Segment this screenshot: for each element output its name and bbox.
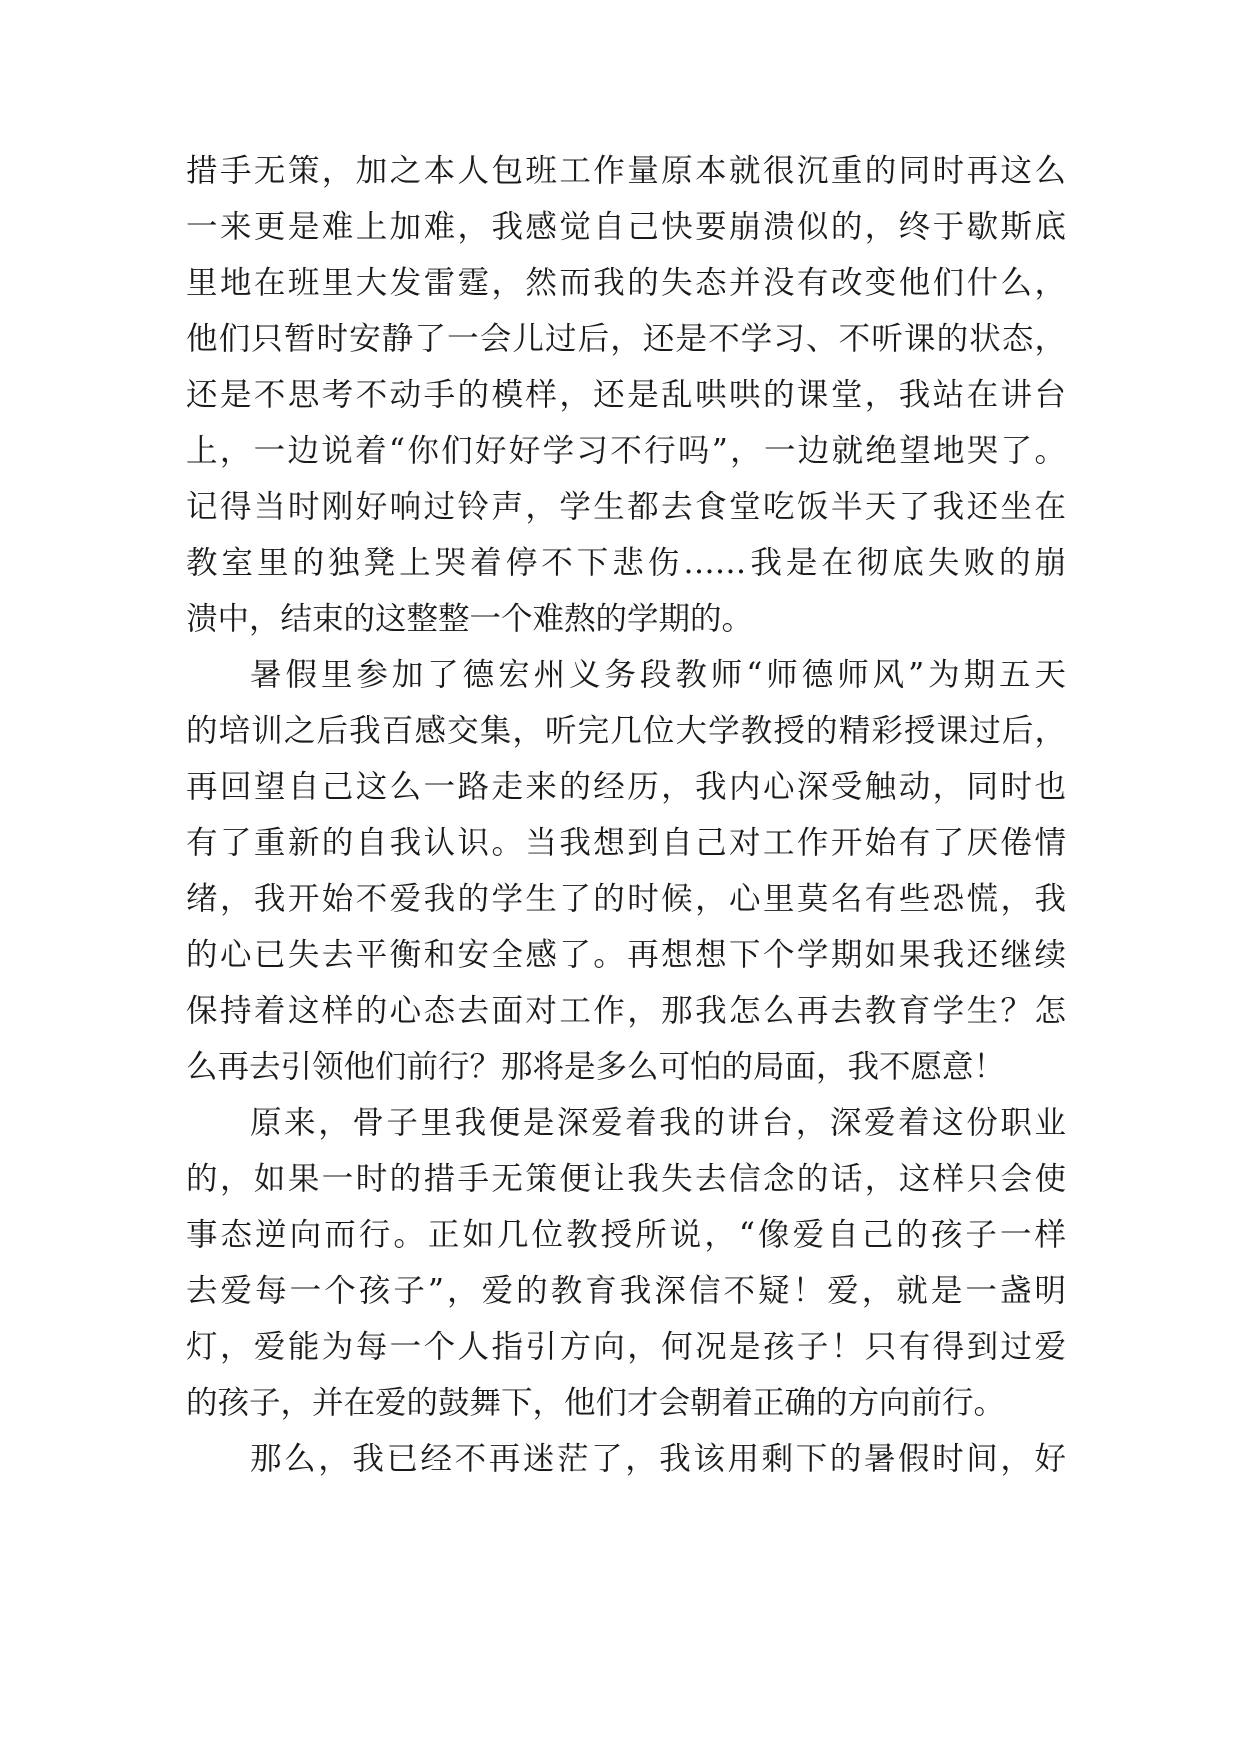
body-text-line: 溃中，结束的这整整一个难熬的学期的。	[186, 601, 754, 637]
body-text-line: 的，如果一时的措手无策便让我失去信念的话，这样只会使	[186, 1161, 1066, 1197]
body-text-line: 上，一边说着“你们好好学习不行吗”，一边就绝望地哭了。	[186, 433, 1066, 469]
body-text-line: 再回望自己这么一路走来的经历，我内心深受触动，同时也	[186, 769, 1066, 805]
body-text-line: 还是不思考不动手的模样，还是乱哄哄的课堂，我站在讲台	[186, 377, 1066, 413]
body-text-line: 一来更是难上加难，我感觉自己快要崩溃似的，终于歇斯底	[186, 209, 1066, 245]
paragraph-first-line: 暑假里参加了德宏州义务段教师“师德师风”为期五天	[250, 657, 1066, 693]
body-text-line: 保持着这样的心态去面对工作，那我怎么再去教育学生？怎	[186, 993, 1066, 1029]
body-text-line: 教室里的独凳上哭着停不下悲伤……我是在彻底失败的崩	[186, 545, 1066, 581]
body-text-line: 措手无策，加之本人包班工作量原本就很沉重的同时再这么	[186, 153, 1066, 189]
body-text-line: 么再去引领他们前行？那将是多么可怕的局面，我不愿意！	[186, 1049, 1006, 1085]
body-text-line: 的心已失去平衡和安全感了。再想想下个学期如果我还继续	[186, 937, 1066, 973]
body-text-line: 的培训之后我百感交集，听完几位大学教授的精彩授课过后，	[186, 713, 1066, 749]
body-text-line: 灯，爱能为每一个人指引方向，何况是孩子！只有得到过爱	[186, 1329, 1066, 1365]
body-text-line: 有了重新的自我认识。当我想到自己对工作开始有了厌倦情	[186, 825, 1066, 861]
body-text-line: 去爱每一个孩子”，爱的教育我深信不疑！爱，就是一盏明	[186, 1273, 1066, 1309]
body-text-line: 他们只暂时安静了一会儿过后，还是不学习、不听课的状态，	[186, 321, 1066, 357]
body-text-line: 里地在班里大发雷霆，然而我的失态并没有改变他们什么，	[186, 265, 1066, 301]
body-text-line: 事态逆向而行。正如几位教授所说，“像爱自己的孩子一样	[186, 1217, 1066, 1253]
body-text-line: 绪，我开始不爱我的学生了的时候，心里莫名有些恐慌，我	[186, 881, 1066, 917]
body-text-line: 记得当时刚好响过铃声，学生都去食堂吃饭半天了我还坐在	[186, 489, 1066, 525]
paragraph-first-line: 那么，我已经不再迷茫了，我该用剩下的暑假时间，好	[250, 1441, 1066, 1477]
body-text-line: 的孩子，并在爱的鼓舞下，他们才会朝着正确的方向前行。	[186, 1385, 1006, 1421]
paragraph-first-line: 原来，骨子里我便是深爱着我的讲台，深爱着这份职业	[250, 1105, 1066, 1141]
